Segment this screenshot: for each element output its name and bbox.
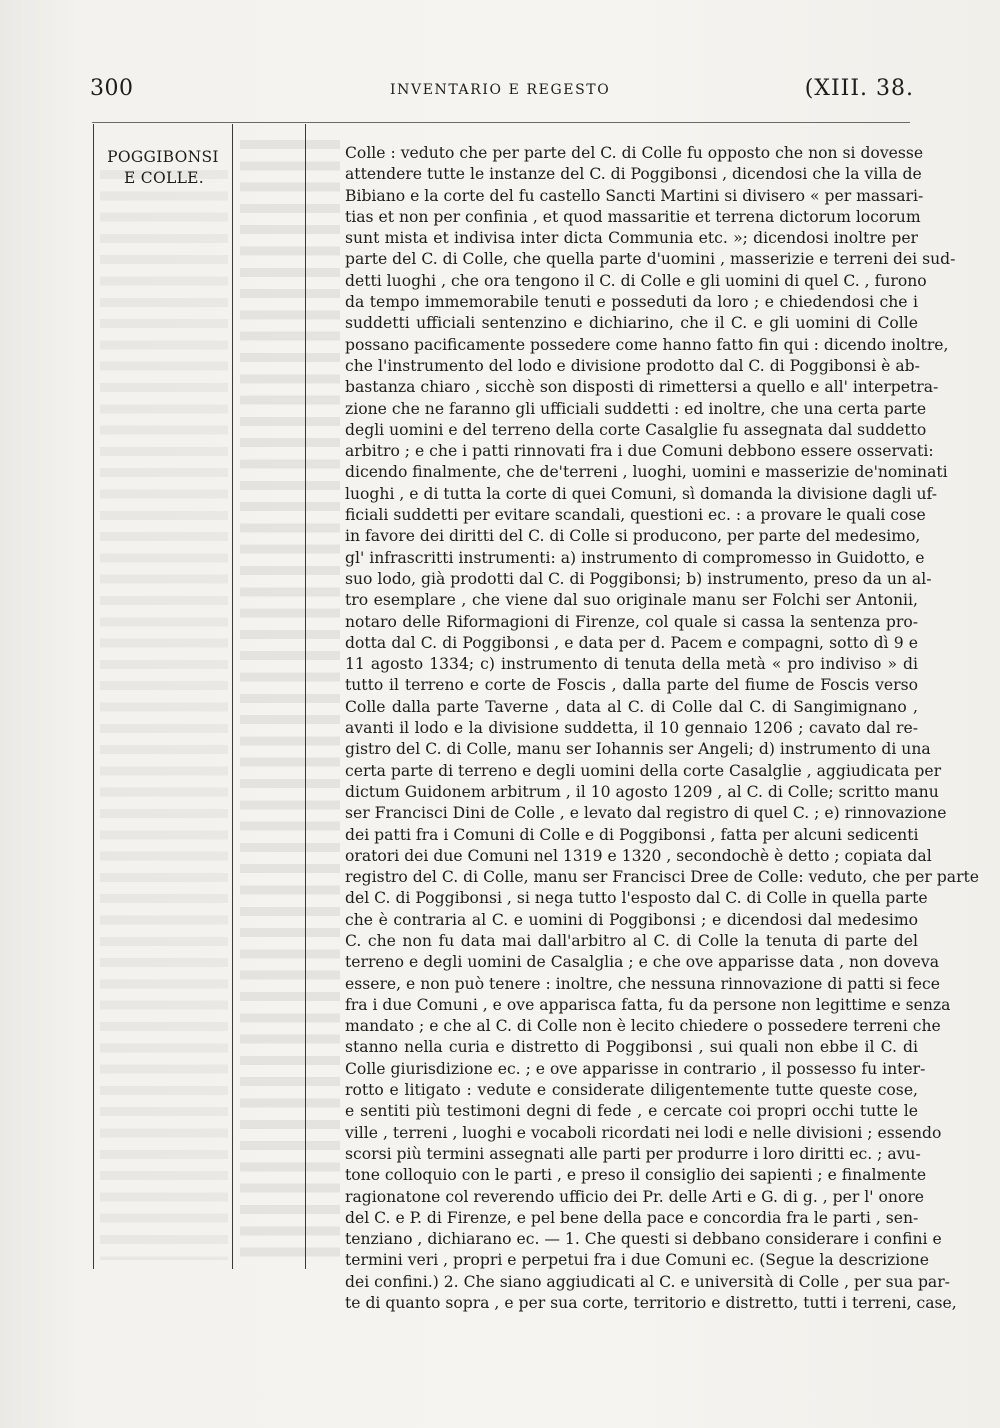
body-line: termini veri , propri e perpetui fra i due Comuni ec. (Segue la descrizione [345,1251,929,1270]
body-line: tone colloquio con le parti , e preso il consiglio dei sapienti ; e finalmente [345,1166,927,1185]
body-line: Colle giurisdizione ec. ; e ove apparisse in contrario , il possesso fu inter- [345,1059,926,1078]
show-through-text-margin [100,170,228,1260]
body-line: avanti il lodo e la divisione suddetta, il 10 gennaio 1206 ; cavato dal re- [345,719,918,738]
body-line: notaro delle Riformagioni di Firenze, col quale si cassa la sentenza pro- [345,612,918,631]
page-number: 300 [90,76,134,101]
body-line: in favore dei diritti del C. di Colle si producono, per parte del medesimo, [345,527,921,546]
body-line: gl' infrascritti instrumenti: a) instrumento di compromesso in Guidotto, e [345,548,925,567]
body-line: arbitro ; e che i patti rinnovati fra i due Comuni debbono essere osservati: [345,442,934,461]
running-title: INVENTARIO E REGESTO [390,82,611,98]
body-line: C. che non fu data mai dall'arbitro al C. di Colle la tenuta di parte del [345,931,918,950]
header-rule [92,122,910,123]
body-line: detti luoghi , che ora tengono il C. di Colle e gli uomini di quel C. , furono [345,271,927,290]
body-line: Bibiano e la corte del fu castello Sancti Martini si divisero « per massari- [345,186,924,205]
body-line: dicendo finalmente, che de'terreni , luoghi, uomini e masserizie de'nominati [345,463,948,482]
body-line: del C. di Poggibonsi , si nega tutto l'esposto dal C. di Colle in quella parte [345,889,928,908]
body-line: dei confini.) 2. Che siano aggiudicati al C. e università di Colle , per sua par- [345,1272,950,1291]
body-line: mandato ; e che al C. di Colle non è lecito chiedere o possedere terreni che [345,1017,941,1036]
body-line: che è contraria al C. e uomini di Poggibonsi ; e dicendosi dal medesimo [345,910,918,929]
body-line: attendere tutte le instanze del C. di Poggibonsi , dicendosi che la villa de [345,165,922,184]
body-line: suddetti ufficiali sentenzino e dichiarino, che il C. e gli uomini di Colle [345,314,918,333]
body-line: gistro del C. di Colle, manu ser Iohannis ser Angeli; d) instrumento di una [345,740,931,759]
body-line: zione che ne faranno gli ufficiali suddetti : ed inoltre, che una certa parte [345,399,927,418]
body-line: dotta dal C. di Poggibonsi , e data per d. Pacem e compagni, sotto dì 9 e [345,633,918,652]
body-line: tutto il terreno e corte de Foscis , dalla parte del fiume de Foscis verso [345,676,918,695]
body-line: suo lodo, già prodotti dal C. di Poggibonsi; b) instrumento, preso da un al- [345,569,932,588]
body-line: del C. e P. di Firenze, e pel bene della pace e concordia fra le parti , sen- [345,1208,919,1227]
body-line: ragionatone col reverendo ufficio dei Pr. delle Arti e G. di g. , per l' onore [345,1187,925,1206]
body-line: terreno e degli uomini de Casalglia ; e che ove apparisse data , non doveva [345,953,940,972]
body-line: ville , terreni , luoghi e vocaboli ricordati nei lodi e nelle divisioni ; essendo [345,1123,942,1142]
body-line: possano pacificamente possedere come hanno fatto fin qui : dicendo inoltre, [345,335,949,354]
body-line: degli uomini e del terreno della corte Casalglie fu assegnata dal suddetto [345,420,927,439]
body-line: stanno nella curia e distretto di Poggibonsi , sui quali non ebbe il C. di [345,1038,918,1057]
margin-heading-line-2: E COLLE. [123,169,205,187]
body-line: bastanza chiaro , sicchè son disposti di rimettersi a quello e all' interpetra- [345,378,939,397]
body-line: rotto e litigato : vedute e considerate diligentemente tutte queste cose, [345,1081,918,1100]
show-through-text-left [240,140,340,1260]
margin-heading-line-1: POGGIBONSI [107,148,219,166]
margin-heading [96,147,230,189]
body-line: che l'instrumento del lodo e divisione prodotto dal C. di Poggibonsi è ab- [345,356,920,375]
body-line: da tempo immemorabile tenuti e posseduti da loro ; e chiedendosi che i [345,293,918,312]
body-line: tro esemplare , che viene dal suo originale manu ser Folchi ser Antonii, [345,591,918,610]
body-line: Colle dalla parte Taverne , data al C. di Colle dal C. di Sangimignano , [345,697,918,716]
body-line: sunt mista et indivisa inter dicta Communia etc. »; dicendosi inoltre per [345,229,918,248]
body-line: scorsi più termini assegnati alle parti per produrre i loro diritti ec. ; avu- [345,1144,921,1163]
column-rule-left [93,124,94,1269]
body-text [345,143,980,1314]
body-line: 11 agosto 1334; c) instrumento di tenuta della metà « pro indiviso » di [345,655,918,674]
body-line: e sentiti più testimoni degni di fede , e cercate coi propri occhi tutte le [345,1102,918,1121]
body-line: registro del C. di Colle, manu ser Francisci Dree de Colle: veduto, che per parte [345,868,980,887]
body-line: fra i due Comuni , e ove apparisca fatta, fu da persone non legittime e senza [345,995,951,1014]
body-line: Colle : veduto che per parte del C. di Colle fu opposto che non si dovesse [345,144,924,162]
body-line: parte del C. di Colle, che quella parte d'uomini , masserizie e terreni dei sud- [345,250,956,269]
body-line: dei patti fra i Comuni di Colle e di Poggibonsi , fatta per alcuni sedicenti [345,825,919,844]
column-rule-middle [232,124,233,1269]
body-line: oratori dei due Comuni nel 1319 e 1320 , secondochè è detto ; copiata dal [345,846,932,865]
column-rule-right [305,124,306,1269]
body-line: essere, e non può tenere : inoltre, che nessuna rinnovazione di patti si fece [345,974,940,993]
page-header [90,72,920,108]
body-line: ser Francisci Dini de Colle , e levato dal registro di quel C. ; e) rinnovazione [345,804,947,823]
body-line: certa parte di terreno e degli uomini della corte Casalglie , aggiudicata per [345,761,942,780]
section-reference: (XIII. 38. [804,76,914,101]
body-line: ficiali suddetti per evitare scandali, questioni ec. : a provare le quali cose [345,506,926,525]
body-line: luoghi , e di tutta la corte di quei Comuni, sì domanda la divisione dagli uf- [345,484,938,503]
body-line: dictum Guidonem arbitrum , il 10 agosto 1209 , al C. di Colle; scritto manu [345,782,939,801]
body-line: te di quanto sopra , e per sua corte, territorio e distretto, tutti i terreni, case, [345,1294,957,1313]
body-line: tias et non per confinia , et quod massaritie et terrena dictorum locorum [345,207,921,226]
body-line: tenziano , dichiarano ec. — 1. Che questi si debbano considerare i confini e [345,1230,942,1249]
